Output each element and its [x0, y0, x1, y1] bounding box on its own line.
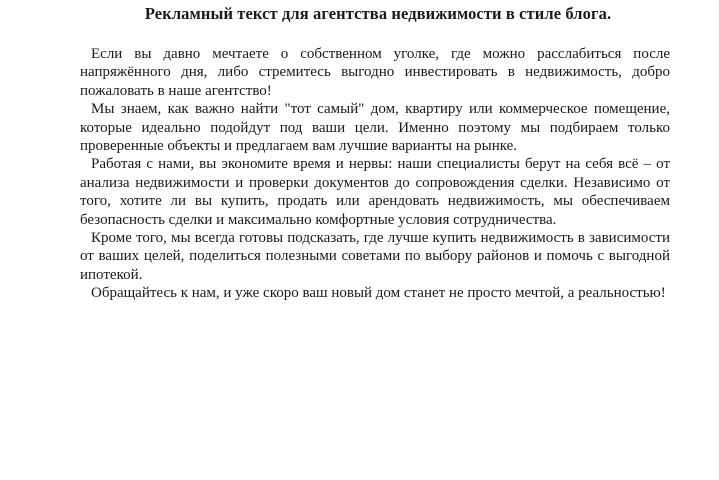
paragraph-intro: Если вы давно мечтаете о собственном уголке, где можно расслабиться после напряжённого дня, либо стремитесь выгодно инвестировать в недвижимость, добро пожаловать в наше агентство!: [80, 46, 670, 99]
document-title: Рекламный текст для агентства недвижимости в стиле блога.: [144, 4, 612, 23]
paragraph-advice: Кроме того, мы всегда готовы подсказать, где лучше купить недвижимость в зависимости от ваших целей, поделиться полезными советами по выбору районов и помочь с выгодной ипотекой.: [80, 230, 670, 283]
paragraph-selection: Мы знаем, как важно найти "тот самый" дом, квартиру или коммерческое помещение, которые идеально подойдут под ваши цели. Именно поэтому мы подбираем только проверенные объекты и предлагаем вам лучшие варианты на рынке.: [80, 101, 670, 155]
paragraph-services: Работая с нами, вы экономите время и нервы: наши специалисты берут на себя всё – от анализа недвижимости и проверки документов до сопровождения сделки. Независимо от того, хотите ли вы купить, продать или арендовать недвижимость, мы обеспечиваем безопасность сделки и максимально комфортные условия сотрудничества.: [80, 156, 670, 228]
document-body: [80, 45, 670, 303]
paragraph-closing: Обращайтесь к нам, и уже скоро ваш новый дом станет не просто мечтой, а реальностью!: [91, 285, 666, 302]
